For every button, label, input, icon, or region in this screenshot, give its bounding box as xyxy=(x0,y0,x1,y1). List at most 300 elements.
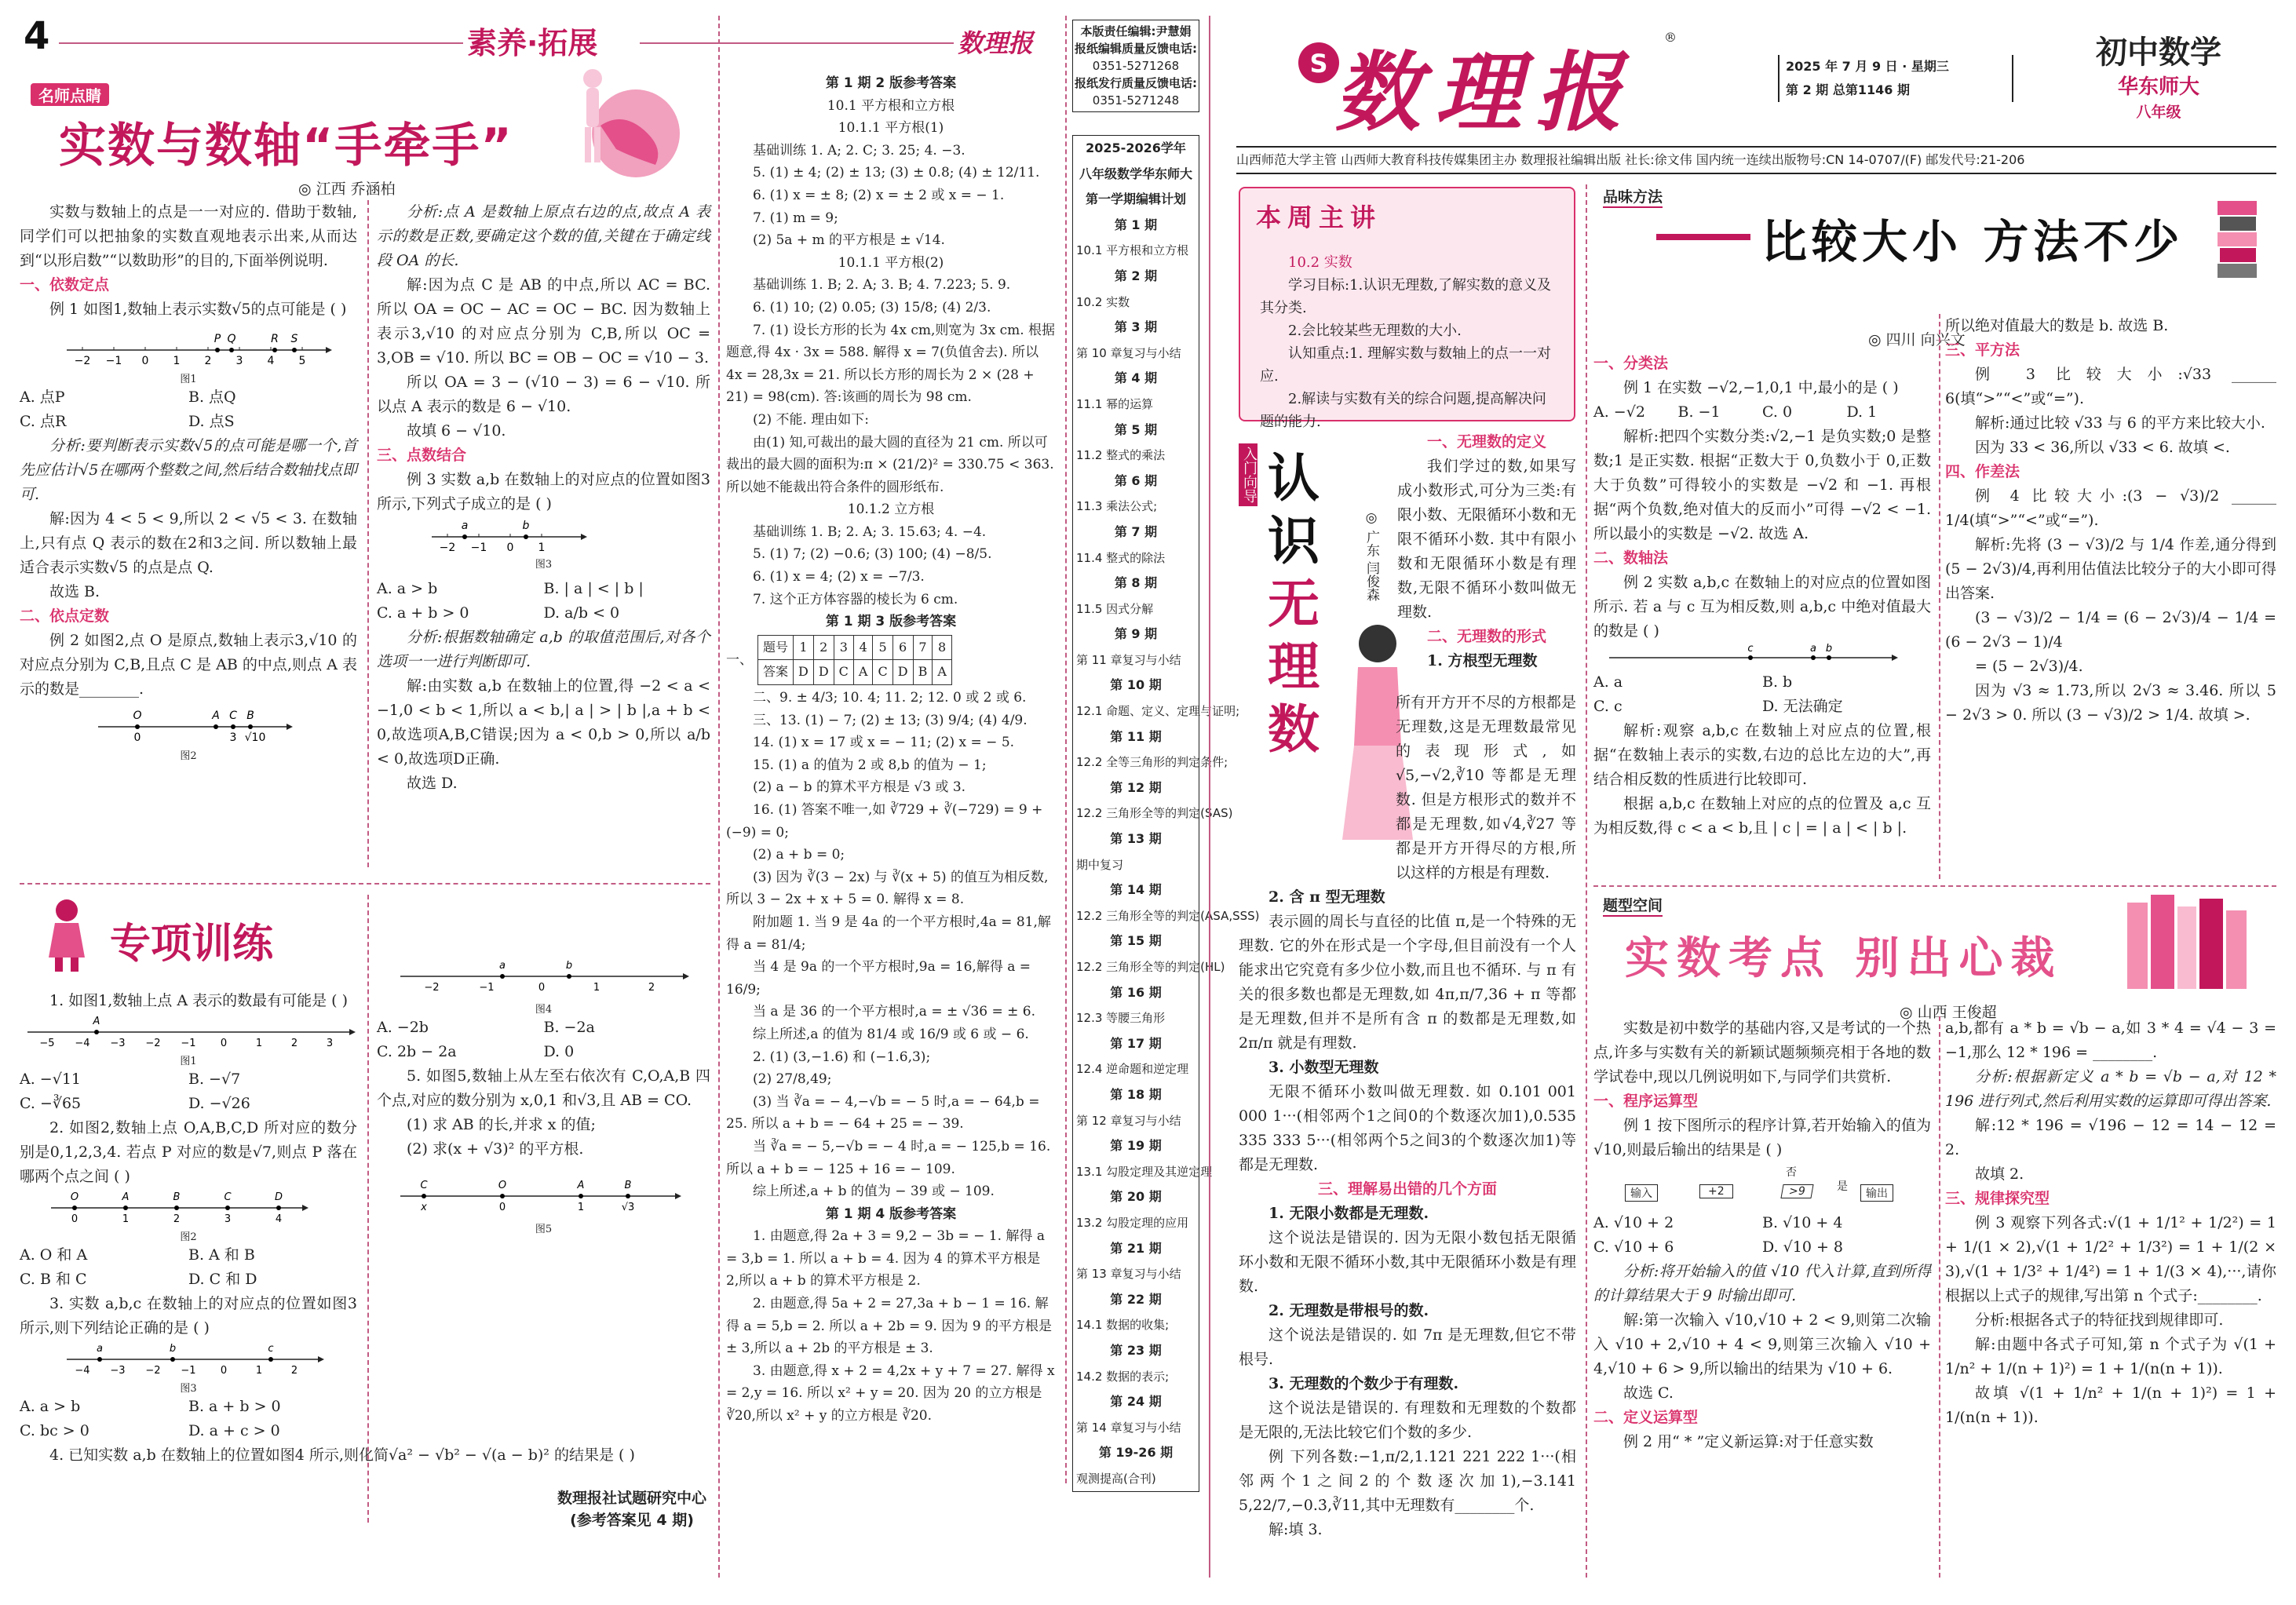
publisher-line: 山西师范大学主管 山西师大教育科技传媒集团主办 数理报社编辑出版 社长:徐文伟 国内统一连续出版物号:CN 14-0707/(F) 邮发代号:21-206 xyxy=(1236,152,2025,167)
figure3-caption: 图3 xyxy=(535,559,553,571)
example3-solution: 解:由实数 a,b 在数轴上的位置,得 −2 < a < −1,0 < b < 1,所以 a < b,| a | > | b |,a + b < 0,故选项A,B,C错误;因为 a < 0,b > 0,所以 a/b < 0,故选项D正确. xyxy=(377,677,710,768)
editor-phone: 0351-5271268 xyxy=(1092,59,1180,73)
article3-col2 xyxy=(1945,314,2276,728)
schedule-week: 第 17 期 xyxy=(1110,1035,1162,1051)
column-divider xyxy=(1065,16,1067,1483)
flow-yes: 是 xyxy=(1837,1180,1848,1193)
article1-section3: 三、点数结合 xyxy=(377,447,467,464)
schedule-topic: 10.1 平方根和立方根 xyxy=(1076,243,1189,258)
svg-text:0: 0 xyxy=(133,731,141,744)
training-fig5-caption: 图5 xyxy=(535,1224,553,1235)
article1-col1 xyxy=(20,200,357,762)
answers-subheading2: 10.1.1 平方根(1) xyxy=(838,120,944,137)
article4-section2: 二、定义运算型 xyxy=(1593,1409,1699,1426)
svg-text:3: 3 xyxy=(235,355,243,367)
svg-text:−2: −2 xyxy=(145,1365,161,1377)
schedule-topic: 14.2 数据的表示; xyxy=(1076,1369,1170,1384)
article2-title-char: 数 xyxy=(1268,699,1320,760)
weekly-topic: 10.2 实数 xyxy=(1288,254,1352,271)
svg-text:−4: −4 xyxy=(75,1365,90,1377)
article3-ex2-options xyxy=(1593,670,1931,719)
option-d: D. a + c > 0 xyxy=(188,1422,280,1439)
option-b: B. A 和 B xyxy=(188,1246,255,1264)
article4-example1: 例 1 按下图所示的程序计算,若开始输入的值为 √10,则最后输出的结果是 ( ) xyxy=(1593,1117,1931,1158)
weekly-content xyxy=(1260,251,1558,433)
svg-text:1: 1 xyxy=(538,542,546,554)
column-divider xyxy=(1939,314,1940,879)
svg-text:2: 2 xyxy=(648,982,655,994)
article3-ex4-equation-2: = (5 − 2√3)/4. xyxy=(1975,658,2083,675)
article1-title: 实数与数轴“手牵手” xyxy=(59,119,513,173)
schedule-topic: 11.1 幂的运算 xyxy=(1076,396,1154,411)
schedule-week: 第 14 期 xyxy=(1110,882,1162,898)
schedule-week: 第 4 期 xyxy=(1114,370,1158,386)
article2-solution: 解:填 3. xyxy=(1268,1521,1323,1538)
answers-table-cell: 6 xyxy=(892,635,913,660)
article3-ex3-solution: 解析:通过比较 √33 与 6 的平方来比较大小. xyxy=(1975,414,2265,432)
header-rule xyxy=(59,42,463,44)
svg-text:D: D xyxy=(274,1191,283,1203)
svg-text:1: 1 xyxy=(577,1202,585,1213)
option-c: C. a + b > 0 xyxy=(377,604,469,622)
svg-text:1: 1 xyxy=(255,1365,263,1377)
svg-text:R: R xyxy=(271,333,279,345)
svg-text:−5: −5 xyxy=(39,1038,55,1049)
flow-compare: >9 xyxy=(1780,1184,1813,1198)
article3-ex2-solution: 解析:观察 a,b,c 在数轴上对应点的位置,根据“在数轴上表示的实数,右边的总比左边的大”,再结合相反数的性质进行比较即可. xyxy=(1593,722,1931,788)
answers-heading2: 第 1 期 3 版参考答案 xyxy=(825,614,957,630)
article1-col2 xyxy=(377,200,710,796)
article3-tag: 品味方法 xyxy=(1603,185,1663,208)
weekly-goal: 学习目标:1.认识无理数,了解实数的意义及其分类. xyxy=(1260,277,1551,316)
edition: 华东师大 xyxy=(2117,75,2199,99)
training-title: 专项训练 xyxy=(110,921,274,968)
training-q5-part2: (2) 求(x + √3)² 的平方根. xyxy=(407,1140,584,1158)
answers-table-cell: D xyxy=(813,660,834,685)
figure-icon xyxy=(39,895,94,973)
training-number-line1 xyxy=(20,1013,357,1052)
svg-text:c: c xyxy=(268,1343,274,1355)
globe-figure-illustration xyxy=(561,63,687,181)
column-divider xyxy=(367,895,369,1523)
answers-block4 xyxy=(726,687,1056,1203)
article4-ex1-answer: 故选 C. xyxy=(1623,1384,1674,1402)
answers-table-cell: 8 xyxy=(933,635,952,660)
option-a: A. √10 + 2 xyxy=(1593,1214,1674,1231)
article4-ex2-analysis: 分析:根据新定义 a * b = √b − a,对 12 * 196 进行列式,然后利用实数的运算即可得出答案. xyxy=(1945,1068,2276,1110)
training-col2 xyxy=(377,910,710,1235)
issue-number: 第 2 期 总第1146 期 xyxy=(1786,82,1910,97)
answers-table-label: 一、 xyxy=(726,651,753,668)
registered-mark: ® xyxy=(1664,30,1677,45)
number-line-figure3 xyxy=(377,520,706,556)
example3-options xyxy=(377,577,710,626)
article2-body-wide xyxy=(1239,691,1576,1542)
answers-table-cell: A xyxy=(933,660,952,685)
schedule-week: 第 1 期 xyxy=(1114,217,1158,232)
article4-col2 xyxy=(1945,1016,2276,1430)
training-fig2-caption: 图2 xyxy=(180,1231,197,1243)
article1-section2: 二、依点定数 xyxy=(20,607,110,625)
figure2-caption: 图2 xyxy=(180,750,197,762)
article4-title: 实数考点 别出心裁 xyxy=(1625,933,2063,984)
schedule-topic: 第 11 章复习与小结 xyxy=(1076,652,1181,667)
article2-title-char: 无 xyxy=(1268,574,1320,634)
answers-table-cell: 7 xyxy=(913,635,933,660)
article4-ex1-solution: 解:第一次输入 √10,√10 + 2 < 9,则第二次输入 √10 + 2,√10 + 4 < 9,则第三次输入 √10 + 4,√10 + 6 > 9,所以输出的结果为 √10 + 6. xyxy=(1593,1311,1931,1377)
article2-p3: 表示圆的周长与直径的比值 π,是一个特殊的无理数. 它的外在形式是一个字母,但目前没有一个人能求出它究竟有多少位小数,而且也不循环. 与 π 有关的很多数也都是无理数,如 4π,π/7,36 + π 等都是无理数,但并不是所有含 π 的数都是无理数,如 2π/π 就是有理数. xyxy=(1239,913,1576,1052)
answer-line: (2) a − b 的算术平方根是 √3 或 3. xyxy=(753,779,966,796)
svg-text:A: A xyxy=(122,1191,130,1203)
svg-text:0: 0 xyxy=(498,1202,506,1213)
training-footer-note: (参考答案见 4 期) xyxy=(570,1512,694,1529)
svg-text:0: 0 xyxy=(141,355,149,367)
option-c: C. √10 + 6 xyxy=(1593,1238,1674,1256)
schedule-week: 第 8 期 xyxy=(1114,575,1158,591)
option-c: C. B 和 C xyxy=(20,1271,87,1288)
column-divider xyxy=(1586,184,1587,1578)
schedule-topic: 11.3 乘法公式; xyxy=(1076,499,1158,514)
article3-header xyxy=(1593,185,2276,299)
answer-line: 综上所述,a 的值为 81/4 或 16/9 或 6 或 − 6. xyxy=(753,1026,1029,1042)
option-b: B. | a | < | b | xyxy=(543,580,644,597)
answer-line: (3) 因为 ∛(3 − 2x) 与 ∛(x + 5) 的值互为相反数,所以 3 − 2x + x + 5 = 0. 解得 x = 8. xyxy=(726,869,1049,908)
option-d: D. 点S xyxy=(188,413,235,430)
svg-text:−2: −2 xyxy=(424,982,440,994)
svg-text:−1: −1 xyxy=(105,355,122,367)
masthead-small: 数理报 xyxy=(958,28,1034,58)
answers-table-cell: D xyxy=(794,660,814,685)
option-d: D. 无法确定 xyxy=(1762,698,1843,715)
answer-line: 基础训练 1. A; 2. C; 3. 25; 4. −3. xyxy=(753,142,965,159)
article1-example2: 例 2 如图2,点 O 是原点,数轴上表示3,√10 的对应点分别为 C,B,且点 C 是 AB 的中点,则点 A 表示的数是________. xyxy=(20,632,357,698)
article1-author: ◎ 江西 乔涵柏 xyxy=(298,181,396,198)
schedule-week: 第 18 期 xyxy=(1110,1086,1162,1102)
header-rule-2 xyxy=(640,42,954,44)
answer-line: 7. (1) m = 9; xyxy=(753,210,838,226)
article3-ex2-answer: 所以绝对值最大的数是 b. 故选 B. xyxy=(1945,317,2169,334)
svg-text:−4: −4 xyxy=(75,1038,90,1049)
issue-date: 2025 年 7 月 9 日 · 星期三 xyxy=(1786,59,1949,74)
schedule-week: 第 20 期 xyxy=(1110,1189,1162,1205)
svg-text:B: B xyxy=(173,1191,181,1203)
answer-key xyxy=(726,72,1056,1428)
option-a: A. O 和 A xyxy=(20,1246,88,1264)
page-number: 4 xyxy=(24,14,50,58)
schedule-week: 第 2 期 xyxy=(1114,268,1158,283)
schedule-week: 第 7 期 xyxy=(1114,523,1158,539)
article2-title-char: 理 xyxy=(1268,637,1320,697)
schedule-week: 第 13 期 xyxy=(1110,831,1162,847)
schedule-topic: 第 14 章复习与小结 xyxy=(1076,1420,1181,1435)
answer-line: 6. (1) 10; (2) 0.05; (3) 15/8; (4) 2/3. xyxy=(753,299,991,316)
schedule-topic: 12.1 命题、定义、定理与证明; xyxy=(1076,704,1240,719)
answers-table-cell: 1 xyxy=(794,635,814,660)
article3-section4: 四、作差法 xyxy=(1945,463,2020,480)
svg-text:b: b xyxy=(1825,643,1833,655)
option-a: A. −2b xyxy=(377,1019,429,1036)
schedule-topic: 12.2 三角形全等的判定(SAS) xyxy=(1076,806,1233,821)
masthead-title: 数理报 xyxy=(1334,42,1636,143)
schedule-week: 第 19 期 xyxy=(1110,1138,1162,1154)
training-footer-center: 数理报社试题研究中心 xyxy=(557,1490,706,1507)
option-d: D. 1 xyxy=(1846,403,1878,421)
article2-p4: 无限不循环小数叫做无理数. 如 0.101 001 000 1···(相邻两个1之间0的个数逐次加1),0.535 335 333 5···(相邻两个5之间3的个数逐次加1)等都是无理数. xyxy=(1239,1083,1576,1173)
option-d: D. a/b < 0 xyxy=(543,604,620,622)
svg-text:x: x xyxy=(421,1202,427,1213)
schedule-week: 第 6 期 xyxy=(1114,472,1158,488)
issue-box xyxy=(1778,55,2013,102)
answers-table-cell: D xyxy=(892,660,913,685)
schedule-topic: 第 10 章复习与小结 xyxy=(1076,345,1181,360)
answers-block5 xyxy=(726,1225,1056,1427)
article3-title: 比较大小 方法不少 xyxy=(1750,205,2195,271)
answers-table-cell: 题号 xyxy=(758,635,794,660)
answers-subheading1: 10.1 平方根和立方根 xyxy=(827,97,955,114)
option-a: A. −√11 xyxy=(20,1071,82,1088)
schedule-topic: 13.1 勾股定理及其逆定理 xyxy=(1076,1164,1213,1179)
example1-options xyxy=(20,385,357,434)
answers-table-cell: A xyxy=(853,660,873,685)
schedule-topic: 观测提高(合刊) xyxy=(1076,1471,1156,1486)
editors-box xyxy=(1072,20,1199,112)
article2-p7-heading: 3. 无理数的个数少于有理数. xyxy=(1268,1375,1459,1392)
article4-header xyxy=(1593,891,2276,997)
svg-text:0: 0 xyxy=(220,1038,228,1049)
article4-ex2-cont: a,b,都有 a * b = √b − a,如 3 * 4 = √4 − 3 = −1,那么 12 * 196 = ________. xyxy=(1945,1020,2276,1061)
schedule-topic: 11.2 整式的乘法 xyxy=(1076,448,1166,463)
svg-text:P: P xyxy=(214,333,221,345)
article3-ex1-solution: 解析:把四个实数分类:√2,−1 是负实数;0 是整数;1 是正实数. 根据“正数大于 0,负数小于 0,正数大于负数”可得较小的实数是 −√2 和 −1. 再根据“两个负数,绝对值大的反而小”可得 −√2 < −1. 所以最小的实数是 −√2. 故选 A. xyxy=(1593,428,1931,542)
article3-author: ◎ 四川 向兴文 xyxy=(1868,331,1966,348)
schedule-week: 第 22 期 xyxy=(1110,1291,1162,1307)
option-c: C. −∛65 xyxy=(20,1095,82,1112)
article2-section1: 一、无理数的定义 xyxy=(1426,433,1546,450)
article2-p2-heading: 1. 方根型无理数 xyxy=(1427,652,1538,669)
article4-ex3-solution: 解:由题中各式子可知,第 n 个式子为 √(1 + 1/n² + 1/(n + 1)²) = 1 + 1/(n(n + 1)). xyxy=(1945,1336,2276,1377)
article4-ex1-options xyxy=(1593,1211,1931,1260)
article2-p3-heading: 2. 含 π 型无理数 xyxy=(1268,888,1385,906)
article1-badge: 名师点睛 xyxy=(31,83,109,106)
article2-body-narrow xyxy=(1397,430,1576,673)
example2-analysis: 分析:点 A 是数轴上原点右边的点,故点 A 表示的数是正数,要确定这个数的值,关键在于确定线段 OA 的长. xyxy=(377,203,710,269)
answers-table-cell: 3 xyxy=(834,635,853,660)
article3-ex3-solution-2: 因为 33 < 36,所以 √33 < 6. 故填 <. xyxy=(1975,439,2230,456)
svg-text:B: B xyxy=(246,709,254,722)
svg-text:C: C xyxy=(229,709,237,722)
article3-ex4-solution-3: 因为 √3 ≈ 1.73,所以 2√3 ≈ 3.46. 所以 5 − 2√3 > 0. 所以 (3 − √3)/2 > 1/4. 故填 >. xyxy=(1945,682,2276,724)
answers-heading1: 第 1 期 2 版参考答案 xyxy=(825,75,957,91)
svg-text:b: b xyxy=(169,1343,177,1355)
answers-subheading3: 10.1.1 平方根(2) xyxy=(838,254,944,271)
left-page-header xyxy=(20,14,1056,61)
schedule-topic: 期中复习 xyxy=(1076,857,1124,872)
answer-line: 三、13. (1) − 7; (2) ± 13; (3) 9/4; (4) 4/9. xyxy=(753,712,1028,728)
example2-answer: 故填 6 − √10. xyxy=(407,422,506,440)
article2-author: ◎ 广东 闫俊森 xyxy=(1363,510,1379,601)
training-q2-options xyxy=(20,1243,357,1292)
article2-p4-heading: 3. 小数型无理数 xyxy=(1268,1059,1379,1076)
number-line-figure1 xyxy=(20,326,349,374)
svg-text:O: O xyxy=(133,709,142,722)
answer-line: 2. 由题意,得 5a + 2 = 27,3a + b − 1 = 16. 解得 a = 5,b = 2. 所以 a + 2b = 9. 因为 9 的平方根是 ± 3,所以 a + 2b 的平方根是 ± 3. xyxy=(726,1296,1052,1357)
svg-text:3: 3 xyxy=(326,1038,334,1049)
answers-block1 xyxy=(726,140,1056,252)
answer-line: 6. (1) x = ± 8; (2) x = ± 2 或 x = − 1. xyxy=(753,187,1005,203)
svg-text:Q: Q xyxy=(227,333,236,345)
svg-text:0: 0 xyxy=(538,982,546,994)
article4-ex3-analysis: 分析:根据各式子的特征找到规律即可. xyxy=(1975,1311,2224,1329)
option-d: D. 0 xyxy=(543,1043,575,1060)
schedule-week: 第 21 期 xyxy=(1110,1240,1162,1256)
schedule-title: 2025-2026学年 xyxy=(1086,140,1186,155)
answer-line: 基础训练 1. B; 2. A; 3. 15.63; 4. −4. xyxy=(753,523,987,540)
svg-text:c: c xyxy=(1747,643,1754,655)
svg-text:A: A xyxy=(212,709,220,722)
column-divider xyxy=(718,16,720,1578)
answer-line: (2) 27/8,49; xyxy=(753,1071,832,1088)
schedule-topic: 10.2 实数 xyxy=(1076,294,1130,309)
training-footer xyxy=(542,1487,722,1531)
schedule-topic: 11.4 整式的除法 xyxy=(1076,550,1166,565)
answers-table-cell: 答案 xyxy=(758,660,794,685)
article4-ex2-solution: 解:12 * 196 = √196 − 12 = 14 − 12 = 2. xyxy=(1945,1117,2276,1158)
schedule-topic: 11.5 因式分解 xyxy=(1076,601,1154,616)
grade: 八年级 xyxy=(2136,104,2181,121)
schedule-week: 第 23 期 xyxy=(1110,1342,1162,1358)
schedule-subtitle: 第一学期编辑计划 xyxy=(1085,192,1186,207)
answers-table-cell: B xyxy=(913,660,933,685)
svg-text:2: 2 xyxy=(173,1213,181,1225)
training-fig1-caption: 图1 xyxy=(180,1056,197,1067)
svg-text:−1: −1 xyxy=(479,982,495,994)
option-c: C. c xyxy=(1593,698,1623,715)
option-a: A. a > b xyxy=(377,580,438,597)
article2-p5-heading: 1. 无限小数都是无理数. xyxy=(1268,1205,1429,1222)
svg-text:4: 4 xyxy=(275,1213,283,1225)
svg-text:−3: −3 xyxy=(110,1365,126,1377)
svg-text:2: 2 xyxy=(290,1038,298,1049)
answer-line: (2) 不能. 理由如下: xyxy=(753,411,870,428)
article1-title-banner xyxy=(20,78,710,173)
article4-intro: 实数是初中数学的基础内容,又是考试的一个热点,许多与实数有关的新颖试题频频亮相于各地的数学试卷中,现以几例说明如下,与同学们共赏析. xyxy=(1593,1020,1931,1085)
schedule-topic: 第 12 章复习与小结 xyxy=(1076,1113,1181,1128)
training-number-line5 xyxy=(377,1177,706,1220)
schedule-week: 第 24 期 xyxy=(1110,1394,1162,1410)
weekly-box xyxy=(1239,187,1575,430)
article4-ex1-analysis: 分析:将开始输入的值 √10 代入计算,直到所得的计算结果大于 9 时输出即可. xyxy=(1593,1263,1931,1304)
option-a: A. 点P xyxy=(20,388,65,406)
svg-text:3: 3 xyxy=(224,1213,232,1225)
training-q2: 2. 如图2,数轴上点 O,A,B,C,D 所对应的数分别是0,1,2,3,4. 若点 P 对应的数是√7,则点 P 落在哪两个点之间 ( ) xyxy=(20,1119,357,1185)
schedule-topic: 第 13 章复习与小结 xyxy=(1076,1267,1181,1282)
schedule-week: 第 11 期 xyxy=(1110,728,1162,744)
option-c: C. 点R xyxy=(20,413,67,430)
training-fig3-caption: 图3 xyxy=(180,1383,197,1395)
svg-text:2: 2 xyxy=(290,1365,298,1377)
article3-section3: 三、平方法 xyxy=(1945,341,2020,359)
article1-example3: 例 3 实数 a,b 在数轴上的对应点的位置如图3所示,下列式子成立的是 ( ) xyxy=(377,471,710,513)
schedule-topic: 12.2 三角形全等的判定(HL) xyxy=(1076,960,1225,974)
weekly-focus-2: 2.解读与实数有关的综合问题,提高解决问题的能力. xyxy=(1260,391,1546,430)
article2-p6-heading: 2. 无理数是带根号的数. xyxy=(1268,1302,1429,1319)
article2-p7: 这个说法是错误的. 有理数和无理数的个数都是无限的,无法比较它们个数的多少. xyxy=(1239,1399,1576,1441)
article4-section1: 一、程序运算型 xyxy=(1593,1092,1699,1110)
answers-block3 xyxy=(726,521,1056,611)
article3-section1: 一、分类法 xyxy=(1593,355,1669,372)
option-b: B. √10 + 4 xyxy=(1762,1214,1843,1231)
column-divider xyxy=(367,200,369,867)
article2-example: 例 下列各数:−1,π/2,1.121 221 222 1···(相邻两个1之间2的个数逐次加1),−3.141 5,22/7,−0.3̇,∛11,其中无理数有________个. xyxy=(1239,1448,1576,1514)
answer-line: 当 ∛a = − 5,−√b = − 4 时,a = − 125,b = 16. 所以 a + b = − 125 + 16 = − 109. xyxy=(726,1138,1051,1177)
svg-text:A: A xyxy=(93,1016,100,1027)
answer-line: 7. 这个正方体容器的棱长为 6 cm. xyxy=(753,591,958,607)
svg-text:a: a xyxy=(499,960,506,972)
training-number-line3 xyxy=(20,1341,357,1380)
answer-line: 2. (1) (3,−1.6) 和 (−1.6,3); xyxy=(753,1049,931,1065)
article2-p2: 所有开方开不尽的方根都是无理数,这是无理数最常见的表现形式,如√5,−√2,∛10 等都是无理数. 但是方根形式的数并不都是无理数,如√4,∛27 等都是开方开得尽的方根,所以这样的方根是有理数. xyxy=(1396,694,1576,881)
answers-table-cell: 2 xyxy=(813,635,834,660)
option-a: A. a xyxy=(1593,673,1623,691)
article4-ex2-answer: 故填 2. xyxy=(1975,1165,2024,1183)
article3-number-line xyxy=(1593,644,1923,670)
answer-line: (2) 5a + m 的平方根是 ± √14. xyxy=(753,232,945,249)
schedule-week: 第 5 期 xyxy=(1114,421,1158,437)
svg-text:C: C xyxy=(224,1191,232,1203)
answers-subheading4: 10.1.2 立方根 xyxy=(847,502,935,518)
article3-section2: 二、数轴法 xyxy=(1593,549,1669,567)
article4-author: ◎ 山西 王俊超 xyxy=(1900,1004,1997,1021)
svg-text:S: S xyxy=(290,333,298,345)
training-banner xyxy=(31,895,361,981)
svg-text:0: 0 xyxy=(220,1365,228,1377)
fold-line xyxy=(1209,16,1210,1578)
answer-line: 5. (1) 7; (2) −0.6; (3) 100; (4) −8/5. xyxy=(753,546,992,563)
books-stack-icon xyxy=(2112,895,2269,993)
publisher-bar xyxy=(1236,146,2276,174)
svg-text:−1: −1 xyxy=(181,1365,196,1377)
flow-input: 输入 xyxy=(1625,1184,1658,1202)
svg-text:2: 2 xyxy=(204,355,212,367)
svg-text:a: a xyxy=(97,1343,103,1355)
article2-title-char: 识 xyxy=(1268,511,1320,571)
svg-text:4: 4 xyxy=(267,355,275,367)
article4-example2: 例 2 用“ * ”定义新运算:对于任意实数 xyxy=(1623,1433,1874,1450)
article4-col1 xyxy=(1593,1016,1931,1454)
option-b: B. a + b > 0 xyxy=(188,1398,281,1415)
article2-p6: 这个说法是错误的. 如 7π 是无理数,但它不带根号. xyxy=(1239,1326,1576,1368)
svg-text:1: 1 xyxy=(122,1213,130,1225)
article4-example3: 例 3 观察下列各式:√(1 + 1/1² + 1/2²) = 1 + 1/(1 × 2),√(1 + 1/2² + 1/3²) = 1 + 1/(2 × 3),√(1 + 1/3² + 1/4²) = 1 + 1/(3 × 4),···,请你根据以上式子的规律,写出第 n 个式子:________. xyxy=(1945,1214,2276,1304)
schedule-week: 第 3 期 xyxy=(1114,319,1158,335)
article3-example4: 例 4 比较大小:(3 − √3)/2 ______ 1/4(填“>”“<”或“=”). xyxy=(1945,487,2276,529)
schedule-topic: 12.4 逆命题和逆定理 xyxy=(1076,1062,1189,1077)
svg-text:0: 0 xyxy=(506,542,514,554)
answers-table-cell: C xyxy=(873,660,892,685)
example2-solution-cont: 所以 OA = 3 − (√10 − 3) = 6 − √10. 所以点 A 表示的数是 6 − √10. xyxy=(377,374,710,415)
svg-text:a: a xyxy=(461,520,469,532)
option-c: C. bc > 0 xyxy=(20,1422,89,1439)
answers-table-wrap xyxy=(726,635,1056,685)
flowchart xyxy=(1593,1162,1931,1211)
svg-text:O: O xyxy=(70,1191,79,1203)
example3-answer: 故选 D. xyxy=(407,775,458,792)
editor-line: 本版责任编辑:尹慧娟 xyxy=(1080,24,1192,38)
answer-line: 附加题 1. 当 9 是 4a 的一个平方根时,4a = 81,解得 a = 81/4; xyxy=(726,914,1051,953)
flow-no: 否 xyxy=(1786,1166,1797,1179)
article2-title-char: 认 xyxy=(1268,448,1320,509)
section-title: 素养·拓展 xyxy=(467,26,598,60)
